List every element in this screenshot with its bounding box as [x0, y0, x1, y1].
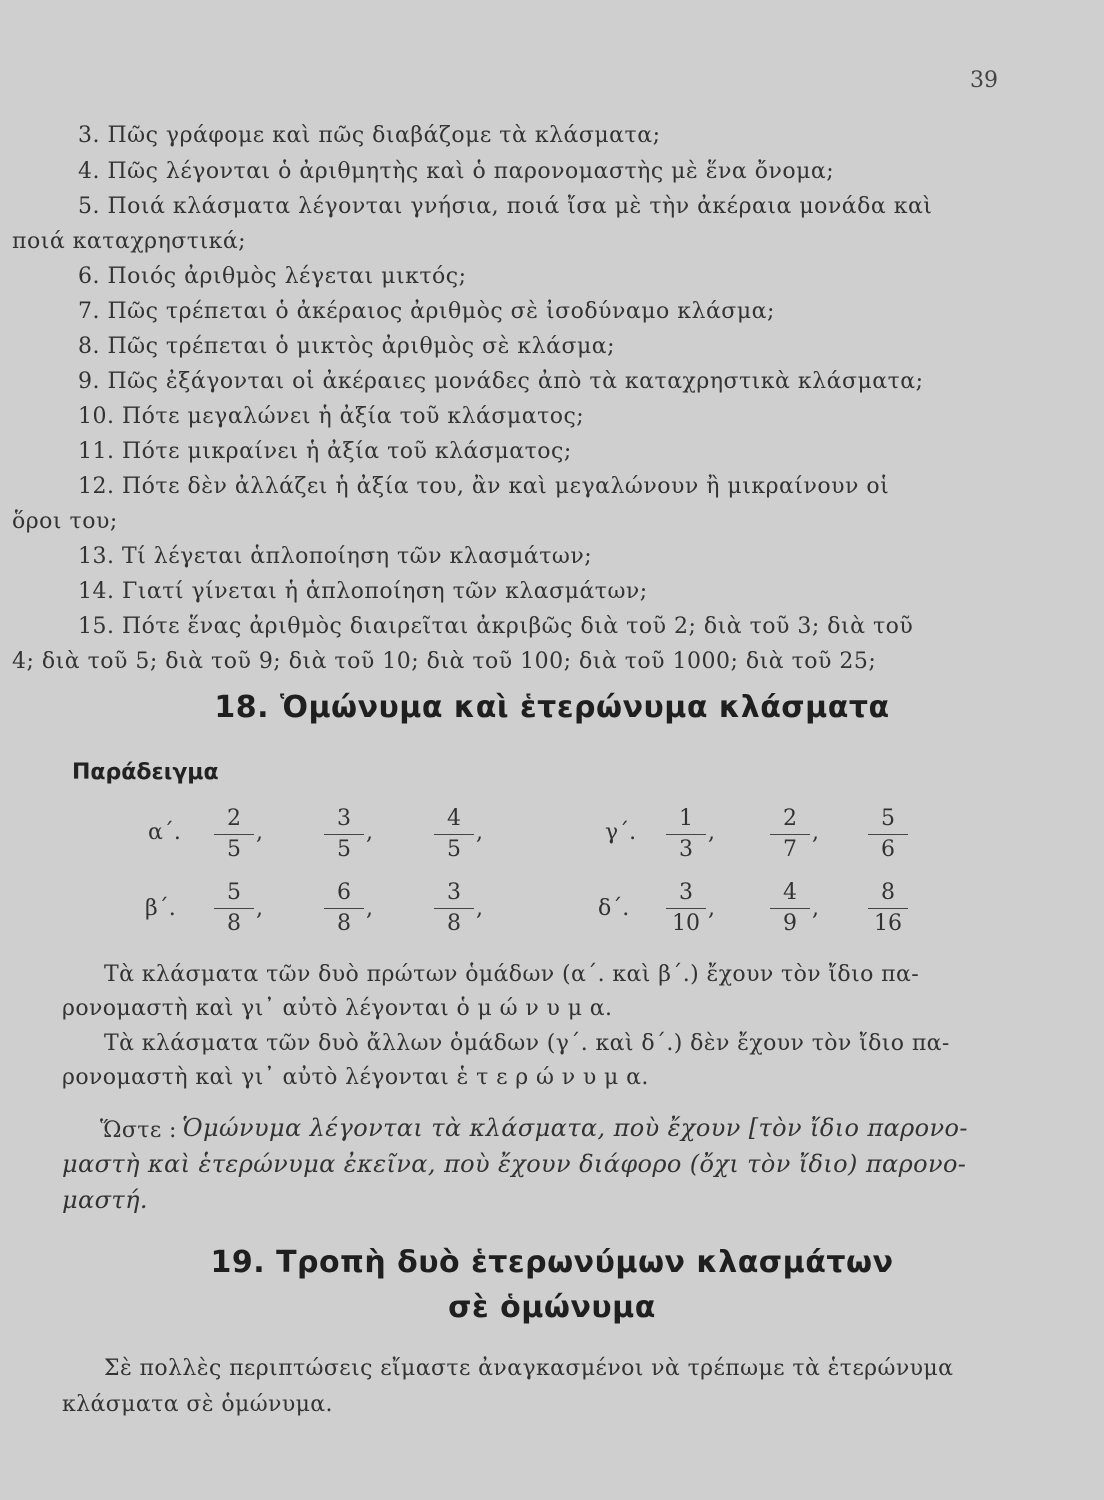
paragraph-line: Σὲ πολλὲς περιπτώσεις εἴμαστε ἀναγκασμένοι νὰ τρέπωμε τὰ ἑτερώνυμα [104, 1356, 954, 1381]
comma: , [812, 820, 819, 845]
fraction: 2 7 [768, 806, 812, 863]
section-19-heading: 19. Τροπὴ δυὸ ἑτερωνύμων κλασμάτων [210, 1245, 894, 1280]
question-9: 9. Πῶς ἐξάγονται οἱ ἀκέραιες μονάδες ἀπὸ τὰ καταχρηστικὰ κλάσματα; [78, 369, 924, 394]
question-8: 8. Πῶς τρέπεται ὁ μικτὸς ἀριθμὸς σὲ κλάσμα; [78, 334, 616, 359]
group-label-b: β΄. [145, 896, 176, 921]
comma: , [366, 820, 373, 845]
comma: , [708, 820, 715, 845]
fraction: 5 6 [866, 806, 910, 863]
example-label: Παράδειγμα [72, 760, 219, 785]
fraction: 4 9 [768, 880, 812, 937]
comma: , [708, 896, 715, 921]
question-4: 4. Πῶς λέγονται ὁ ἀριθμητὴς καὶ ὁ παρονομαστὴς μὲ ἕνα ὄνομα; [78, 159, 835, 184]
question-5: 5. Ποιά κλάσματα λέγονται γνήσια, ποιά ἴσα μὲ τὴν ἀκέραια μονάδα καὶ [78, 194, 933, 219]
comma: , [256, 896, 263, 921]
paragraph-line: Τὰ κλάσματα τῶν δυὸ πρώτων ὁμάδων (α΄. καὶ β΄.) ἔχουν τὸν ἴδιο πα- [104, 962, 920, 987]
fraction: 4 5 [432, 806, 476, 863]
fraction: 5 8 [212, 880, 256, 937]
question-3: 3. Πῶς γράφομε καὶ πῶς διαβάζομε τὰ κλάσματα; [78, 123, 661, 148]
question-13: 13. Τί λέγεται ἁπλοποίηση τῶν κλασμάτων; [78, 544, 593, 569]
paragraph-line: ρονομαστὴ καὶ γι᾽ αὐτὸ λέγονται ἑ τ ε ρ ώ ν υ μ α. [62, 1065, 649, 1090]
fraction: 6 8 [322, 880, 366, 937]
group-label-d: δ΄. [598, 896, 630, 921]
group-label-c: γ΄. [605, 820, 637, 845]
paragraph-line: κλάσματα σὲ ὁμώνυμα. [62, 1392, 333, 1417]
rule-line: μαστὴ καὶ ἑτερώνυμα ἐκεῖνα, ποὺ ἔχουν διάφορο (ὄχι τὸν ἴδιο) παρονο- [62, 1150, 967, 1178]
fraction: 3 10 [664, 880, 708, 937]
section-19-heading-line2: σὲ ὁμώνυμα [448, 1290, 656, 1325]
comma: , [366, 896, 373, 921]
question-10: 10. Πότε μεγαλώνει ἡ ἀξία τοῦ κλάσματος; [78, 404, 585, 429]
question-15: 15. Πότε ἕνας ἀριθμὸς διαιρεῖται ἀκριβῶς διὰ τοῦ 2; διὰ τοῦ 3; διὰ τοῦ [78, 614, 914, 639]
comma: , [812, 896, 819, 921]
question-14: 14. Γιατί γίνεται ἡ ἁπλοποίηση τῶν κλασμάτων; [78, 579, 648, 604]
fraction: 1 3 [664, 806, 708, 863]
fraction: 8 16 [866, 880, 910, 937]
question-15-cont: 4; διὰ τοῦ 5; διὰ τοῦ 9; διὰ τοῦ 10; διὰ τοῦ 100; διὰ τοῦ 1000; διὰ τοῦ 25; [12, 649, 877, 674]
fraction: 3 8 [432, 880, 476, 937]
group-label-a: α΄. [148, 820, 181, 845]
paragraph-line: ρονομαστὴ καὶ γι᾽ αὐτὸ λέγονται ὁ μ ώ ν υ μ α. [62, 996, 613, 1021]
rule-prefix: Ὥστε : [100, 1118, 177, 1143]
section-18-heading: 18. Ὁμώνυμα καὶ ἑτερώνυμα κλάσματα [214, 690, 890, 725]
question-11: 11. Πότε μικραίνει ἡ ἀξία τοῦ κλάσματος; [78, 439, 572, 464]
comma: , [476, 820, 483, 845]
question-7: 7. Πῶς τρέπεται ὁ ἀκέραιος ἀριθμὸς σὲ ἰσοδύναμο κλάσμα; [78, 299, 775, 324]
comma: , [256, 820, 263, 845]
question-6: 6. Ποιός ἀριθμὸς λέγεται μικτός; [78, 264, 467, 289]
fraction: 3 5 [322, 806, 366, 863]
page-number: 39 [970, 68, 998, 93]
rule-line: Ὁμώνυμα λέγονται τὰ κλάσματα, ποὺ ἔχουν [τὸν ἴδιο παρονο- [182, 1114, 968, 1142]
fraction: 2 5 [212, 806, 256, 863]
question-12-cont: ὅροι του; [12, 509, 118, 534]
rule-line: μαστή. [62, 1186, 148, 1214]
question-5-cont: ποιά καταχρηστικά; [12, 229, 247, 254]
comma: , [476, 896, 483, 921]
question-12: 12. Πότε δὲν ἀλλάζει ἡ ἀξία του, ἂν καὶ μεγαλώνουν ἢ μικραίνουν οἱ [78, 474, 890, 499]
paragraph-line: Τὰ κλάσματα τῶν δυὸ ἄλλων ὁμάδων (γ΄. καὶ δ΄.) δὲν ἔχουν τὸν ἴδιο πα- [104, 1031, 950, 1056]
